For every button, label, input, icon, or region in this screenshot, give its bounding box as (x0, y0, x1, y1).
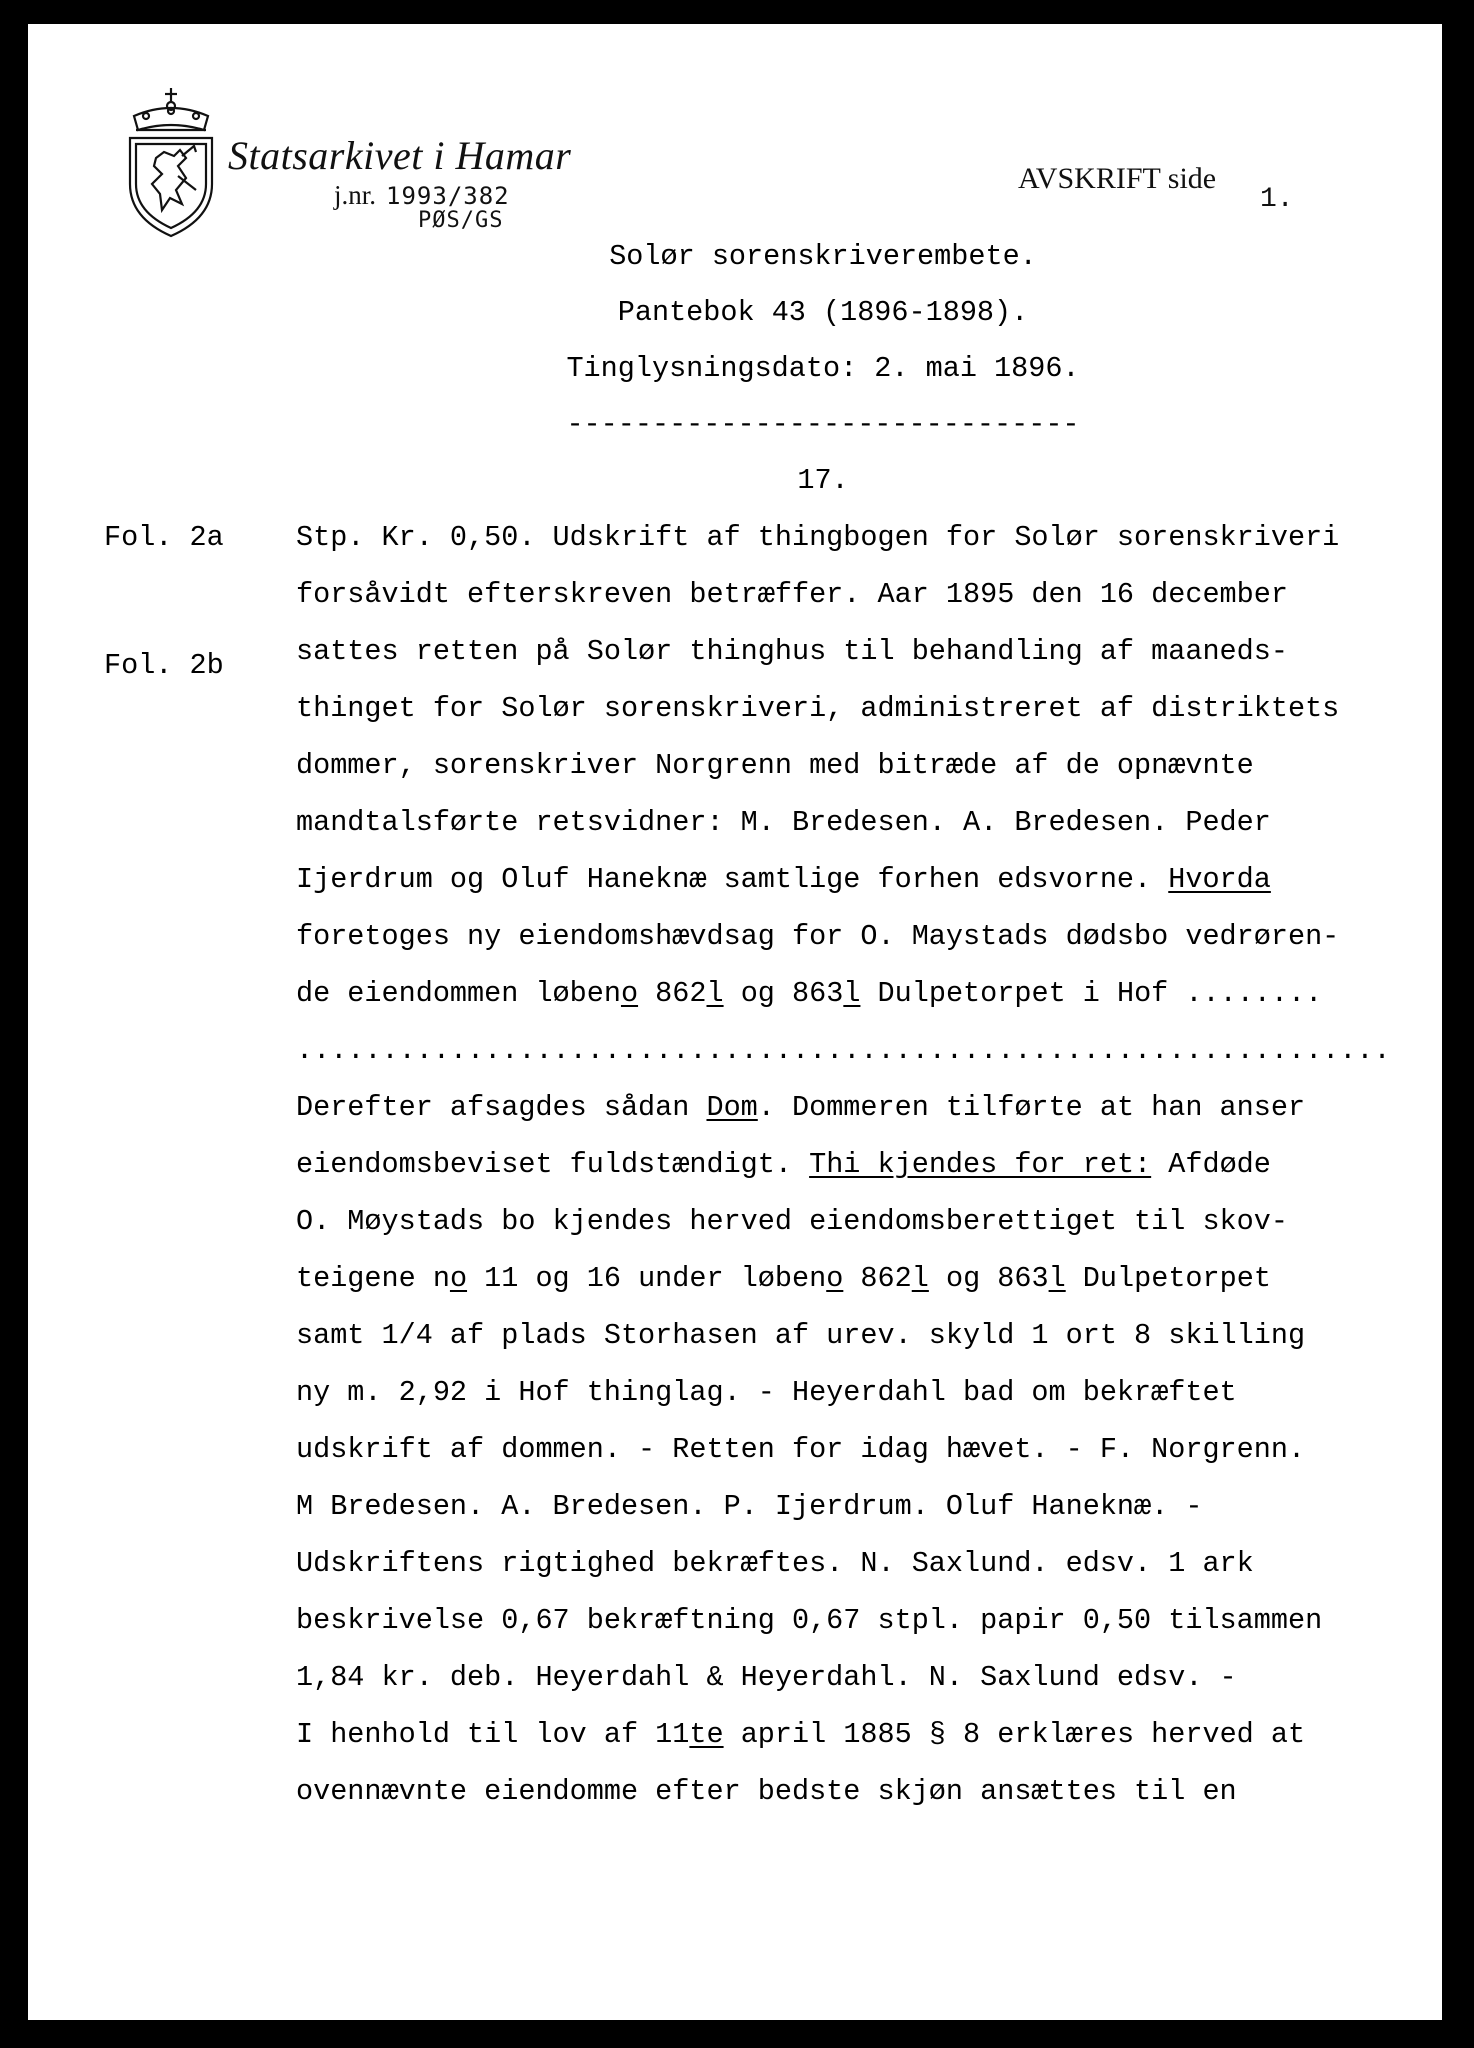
body-line (296, 1547, 1254, 1580)
body-line (296, 920, 1340, 953)
body-line (296, 521, 1340, 554)
line-segment: Afdøde (1151, 1148, 1271, 1181)
body-line (296, 806, 1271, 839)
book-heading: Pantebok 43 (1896-1898). (617, 296, 1029, 329)
line-segment: I henhold til lov af 11 (296, 1718, 690, 1751)
underlined-text: l (843, 977, 861, 1010)
line-segment: de eiendommen løben (296, 977, 621, 1010)
office-heading: Solør sorenskriverembete. (609, 240, 1037, 273)
body-line (296, 1775, 1237, 1808)
entry-number: 17. (797, 464, 849, 497)
line-segment: thinget for Solør sorenskriveri, administreret af distriktets (296, 692, 1340, 725)
line-segment: Dulpetorpet i Hof ........ (860, 977, 1323, 1010)
line-segment: ny m. 2,92 i Hof thinglag. - Heyerdahl bad om bekræftet (296, 1376, 1237, 1409)
line-segment: eiendomsbeviset fuldstændigt. (296, 1148, 810, 1181)
underlined-text: Hvorda (1168, 863, 1271, 896)
line-segment: forsåvidt efterskreven betræffer. Aar 1895 den 16 december (296, 578, 1288, 611)
underlined-text: Thi kjendes for ret: (809, 1148, 1152, 1181)
line-segment: foretoges ny eiendomshævdsag for O. Maystads dødsbo vedrøren- (296, 920, 1340, 953)
body-line (296, 1718, 1306, 1751)
underlined-text: l (706, 977, 724, 1010)
body-line (296, 1034, 1391, 1067)
body-line (296, 1433, 1306, 1466)
line-segment: Udskriftens rigtighed bekræftes. N. Saxlund. edsv. 1 ark (296, 1547, 1254, 1580)
body-line (296, 1661, 1237, 1694)
line-segment: ................................................................ (296, 1034, 1391, 1067)
document-page (28, 24, 1442, 2020)
clerk-initials: PØS/GS (418, 208, 504, 233)
line-segment: sattes retten på Solør thinghus til behandling af maaneds- (296, 635, 1288, 668)
line-segment: og 863 (723, 977, 844, 1010)
line-segment: beskrivelse 0,67 bekræftning 0,67 stpl. papir 0,50 tilsammen (296, 1604, 1323, 1637)
underlined-text: o (620, 977, 639, 1010)
underlined-text: o (449, 1262, 468, 1295)
avskrift-label: AVSKRIFT side (1018, 162, 1217, 195)
jnr-label: j.nr. (334, 180, 377, 210)
journal-number (334, 180, 510, 211)
body-line (296, 578, 1288, 611)
line-segment: Ijerdrum og Oluf Haneknæ samtlige forhen edsvorne. (296, 863, 1169, 896)
line-segment: Derefter afsagdes sådan (296, 1091, 707, 1124)
line-segment: ovennævnte eiendomme efter bedste skjøn ansættes til en (296, 1775, 1237, 1808)
line-segment: M Bredesen. A. Bredesen. P. Ijerdrum. Oluf Haneknæ. - (296, 1490, 1203, 1523)
line-segment: 1,84 kr. deb. Heyerdahl & Heyerdahl. N. Saxlund edsv. - (296, 1661, 1237, 1694)
body-line (296, 1319, 1306, 1352)
body-line (296, 749, 1254, 782)
line-segment: teigene n (296, 1262, 450, 1295)
underlined-text: te (689, 1718, 724, 1751)
archive-name: Statsarkivet i Hamar (228, 133, 572, 178)
line-segment: samt 1/4 af plads Storhasen af urev. skyld 1 ort 8 skilling (296, 1319, 1306, 1352)
date-heading: Tinglysningsdato: 2. mai 1896. (566, 352, 1080, 385)
body-line (296, 1376, 1237, 1409)
line-segment: 11 og 16 under løben (467, 1262, 827, 1295)
body-line (296, 1148, 1271, 1181)
line-segment: . Dommeren tilførte at han anser (757, 1091, 1306, 1124)
body-line (296, 1262, 1271, 1295)
margin-note-fol-2a: Fol. 2a (104, 521, 224, 554)
heading-rule: ------------------------------ (566, 408, 1080, 441)
line-segment: udskrift af dommen. - Retten for idag hævet. - F. Norgrenn. (296, 1433, 1306, 1466)
line-segment: O. Møystads bo kjendes herved eiendomsberettiget til skov- (296, 1205, 1288, 1238)
body-line (296, 635, 1288, 668)
body-line (296, 1490, 1203, 1523)
underlined-text: Dom (706, 1091, 758, 1124)
body-line (296, 977, 1323, 1010)
underlined-text: o (826, 1262, 844, 1295)
line-segment: 862 (843, 1262, 912, 1295)
margin-note-fol-2b: Fol. 2b (104, 649, 224, 682)
body-line (296, 1091, 1306, 1124)
line-segment: mandtalsførte retsvidner: M. Bredesen. A. Bredesen. Peder (296, 806, 1271, 839)
jnr-number: 1993/382 (386, 182, 510, 210)
line-segment: Stp. Kr. 0,50. Udskrift af thingbogen for Solør sorenskriveri (296, 521, 1340, 554)
underlined-text: l (911, 1262, 929, 1295)
underlined-text: l (1048, 1262, 1066, 1295)
norwegian-coat-of-arms-icon (116, 86, 226, 240)
line-segment: april 1885 § 8 erklæres herved at (723, 1718, 1306, 1751)
body-line (296, 863, 1271, 896)
page-number: 1. (1260, 184, 1294, 215)
line-segment: Dulpetorpet (1065, 1262, 1271, 1295)
line-segment: 862 (638, 977, 707, 1010)
body-line (296, 1205, 1288, 1238)
body-line (296, 692, 1340, 725)
line-segment: dommer, sorenskriver Norgrenn med bitræde af de opnævnte (296, 749, 1254, 782)
line-segment: og 863 (928, 1262, 1049, 1295)
body-line (296, 1604, 1323, 1637)
